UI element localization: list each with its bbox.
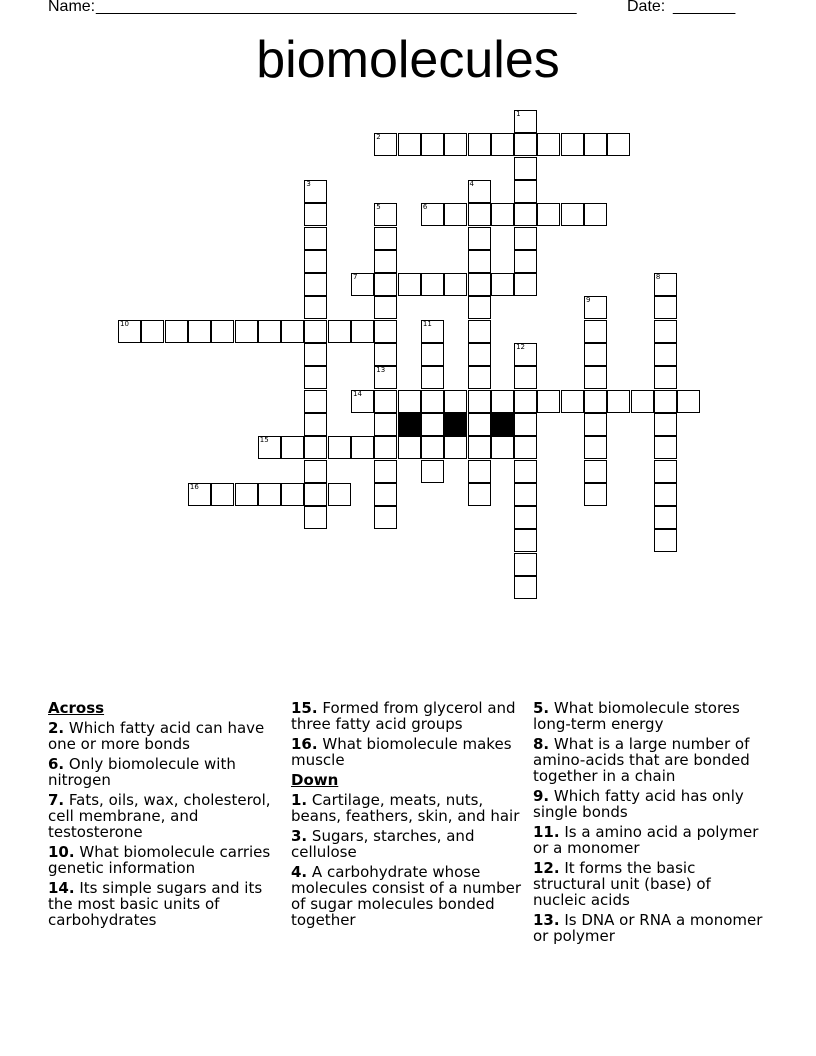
grid-cell[interactable] <box>374 250 397 273</box>
clue-text: Formed from glycerol and three fatty acid groups <box>291 699 516 733</box>
grid-cell[interactable] <box>514 157 537 180</box>
grid-cell[interactable] <box>421 460 444 483</box>
clue-text: Its simple sugars and its the most basic units of carbohydrates <box>48 879 263 929</box>
grid-cell[interactable] <box>514 343 537 366</box>
grid-cell[interactable] <box>468 413 491 436</box>
grid-cell[interactable] <box>304 506 327 529</box>
grid-cell[interactable] <box>235 320 258 343</box>
grid-cell[interactable] <box>421 320 444 343</box>
clue-number: 14. <box>48 879 75 897</box>
grid-cell[interactable] <box>468 227 491 250</box>
grid-cell[interactable] <box>235 483 258 506</box>
grid-cell[interactable] <box>421 413 444 436</box>
grid-cell[interactable] <box>398 273 421 296</box>
grid-cell[interactable] <box>654 343 677 366</box>
clue-across-2 <box>48 720 280 752</box>
clue-text: Cartilage, meats, nuts, beans, feathers, skin, and hair <box>291 791 520 825</box>
clue-number: 4. <box>291 863 308 881</box>
grid-cell[interactable] <box>514 576 537 599</box>
clue-number: 5. <box>533 699 550 717</box>
clue-down-8 <box>533 736 765 784</box>
grid-block <box>491 413 514 436</box>
grid-cell[interactable] <box>491 436 514 459</box>
grid-cell[interactable] <box>258 436 281 459</box>
grid-cell[interactable] <box>654 366 677 389</box>
grid-cell[interactable] <box>514 506 537 529</box>
clue-across-15 <box>291 700 523 732</box>
grid-cell[interactable] <box>281 483 304 506</box>
clue-number: 10. <box>48 843 75 861</box>
grid-cell[interactable] <box>654 529 677 552</box>
cell-number: 12 <box>516 343 526 351</box>
grid-cell[interactable] <box>398 436 421 459</box>
grid-cell[interactable] <box>468 296 491 319</box>
grid-cell[interactable] <box>421 390 444 413</box>
grid-cell[interactable] <box>304 483 327 506</box>
clue-across-14 <box>48 880 280 928</box>
cell-number: 5 <box>376 203 381 212</box>
clue-number: 11. <box>533 823 560 841</box>
grid-cell[interactable] <box>421 273 444 296</box>
grid-cell[interactable] <box>444 273 467 296</box>
cell-number: 15 <box>259 436 269 445</box>
cell-number: 3 <box>306 179 311 188</box>
grid-cell[interactable] <box>654 436 677 459</box>
grid-block <box>398 413 421 436</box>
clue-number: 12. <box>533 859 560 877</box>
grid-cell[interactable] <box>514 203 537 226</box>
grid-cell[interactable] <box>374 343 397 366</box>
cell-number: 11 <box>422 319 432 328</box>
grid-cell[interactable] <box>328 483 351 506</box>
clue-text: Is DNA or RNA a monomer or polymer <box>533 911 763 945</box>
grid-cell[interactable] <box>421 203 444 226</box>
clue-down-3 <box>291 828 523 860</box>
date-label: Date: <box>627 0 666 15</box>
grid-cell[interactable] <box>211 483 234 506</box>
grid-cell[interactable] <box>444 436 467 459</box>
clue-down-12 <box>533 860 765 908</box>
grid-cell[interactable] <box>537 390 560 413</box>
cell-number: 14 <box>353 389 362 398</box>
grid-cell[interactable] <box>304 436 327 459</box>
clue-text: What biomolecule makes muscle <box>291 735 512 769</box>
grid-cell[interactable] <box>654 273 677 296</box>
clue-text: What biomolecule carries genetic information <box>48 843 271 877</box>
clue-number: 3. <box>291 827 308 845</box>
clue-across-6 <box>48 756 280 788</box>
clue-text: Only biomolecule with nitrogen <box>48 755 236 789</box>
grid-cell[interactable] <box>514 250 537 273</box>
grid-cell[interactable] <box>537 203 560 226</box>
grid-cell[interactable] <box>398 133 421 156</box>
grid-cell[interactable] <box>188 320 211 343</box>
grid-cell[interactable] <box>374 366 397 389</box>
clue-across-10 <box>48 844 280 876</box>
grid-cell[interactable] <box>514 273 537 296</box>
grid-cell[interactable] <box>514 460 537 483</box>
grid-cell[interactable] <box>304 343 327 366</box>
grid-cell[interactable] <box>374 320 397 343</box>
grid-cell[interactable] <box>421 436 444 459</box>
grid-cell[interactable] <box>374 296 397 319</box>
grid-cell[interactable] <box>677 390 700 413</box>
grid-cell[interactable] <box>468 203 491 226</box>
clues-column-3 <box>533 700 765 948</box>
grid-cell[interactable] <box>304 250 327 273</box>
clue-number: 6. <box>48 755 65 773</box>
grid-cell[interactable] <box>165 320 188 343</box>
grid-cell[interactable] <box>374 413 397 436</box>
grid-cell[interactable] <box>514 413 537 436</box>
grid-cell[interactable] <box>468 320 491 343</box>
date-line[interactable]: _______ <box>673 0 736 15</box>
grid-cell[interactable] <box>491 203 514 226</box>
clue-number: 7. <box>48 791 65 809</box>
grid-cell[interactable] <box>304 296 327 319</box>
grid-cell[interactable] <box>514 483 537 506</box>
grid-cell[interactable] <box>468 343 491 366</box>
grid-cell[interactable] <box>561 390 584 413</box>
cell-number: 8 <box>655 273 661 282</box>
grid-cell[interactable] <box>351 320 374 343</box>
grid-cell[interactable] <box>514 133 537 156</box>
grid-cell[interactable] <box>328 436 351 459</box>
grid-cell[interactable] <box>304 203 327 226</box>
clue-number: 1. <box>291 791 308 809</box>
grid-cell[interactable] <box>607 133 630 156</box>
clue-text: What biomolecule stores long-term energy <box>533 699 740 733</box>
clue-down-5 <box>533 700 765 732</box>
clue-down-13 <box>533 912 765 944</box>
grid-cell[interactable] <box>398 390 421 413</box>
clue-down-9 <box>533 788 765 820</box>
clue-text: Fats, oils, wax, cholesterol, cell membrane, and testosterone <box>48 791 271 841</box>
grid-cell[interactable] <box>584 133 607 156</box>
grid-cell[interactable] <box>491 390 514 413</box>
grid-cell[interactable] <box>118 320 141 343</box>
cell-number: 4 <box>469 179 474 188</box>
grid-cell[interactable] <box>374 203 397 226</box>
clue-text: Is a amino acid a polymer or a monomer <box>533 823 759 857</box>
clue-text: Which fatty acid has only single bonds <box>533 787 744 821</box>
grid-cell[interactable] <box>654 390 677 413</box>
grid-cell[interactable] <box>444 203 467 226</box>
grid-cell[interactable] <box>281 320 304 343</box>
grid-cell[interactable] <box>258 320 281 343</box>
grid-cell[interactable] <box>584 203 607 226</box>
grid-cell[interactable] <box>374 273 397 296</box>
grid-cell[interactable] <box>304 180 327 203</box>
grid-cell[interactable] <box>514 529 537 552</box>
clue-number: 2. <box>48 719 65 737</box>
clue-text: A carbohydrate whose molecules consist of a number of sugar molecules bonded together <box>291 863 522 929</box>
grid-cell[interactable] <box>537 133 560 156</box>
grid-cell[interactable] <box>514 436 537 459</box>
grid-cell[interactable] <box>468 133 491 156</box>
clue-number: 9. <box>533 787 550 805</box>
grid-cell[interactable] <box>304 390 327 413</box>
grid-cell[interactable] <box>304 460 327 483</box>
grid-cell[interactable] <box>584 460 607 483</box>
cell-number: 1 <box>516 110 521 118</box>
grid-cell[interactable] <box>304 320 327 343</box>
grid-cell[interactable] <box>654 460 677 483</box>
grid-cell[interactable] <box>351 390 374 413</box>
clue-text: Sugars, starches, and cellulose <box>291 827 475 861</box>
grid-cell[interactable] <box>468 483 491 506</box>
grid-cell[interactable] <box>421 343 444 366</box>
grid-cell[interactable] <box>584 390 607 413</box>
grid-cell[interactable] <box>584 366 607 389</box>
cell-number: 6 <box>422 203 428 212</box>
grid-cell[interactable] <box>141 320 164 343</box>
grid-cell[interactable] <box>374 506 397 529</box>
grid-cell[interactable] <box>468 273 491 296</box>
cell-number: 13 <box>376 366 386 375</box>
clue-text: It forms the basic structural unit (base) of nucleic acids <box>533 859 711 909</box>
grid-cell[interactable] <box>351 436 374 459</box>
grid-cell[interactable] <box>654 413 677 436</box>
name-label: Name: <box>48 0 96 15</box>
cell-number: 7 <box>353 273 358 282</box>
cell-number: 10 <box>120 319 129 328</box>
clue-number: 8. <box>533 735 550 753</box>
page-title: biomolecules <box>256 31 560 89</box>
grid-cell[interactable] <box>654 320 677 343</box>
grid-cell[interactable] <box>514 366 537 389</box>
clue-text: What is a large number of amino-acids that are bonded together in a chain <box>533 735 750 785</box>
clue-down-4 <box>291 864 523 928</box>
grid-cell[interactable] <box>514 553 537 576</box>
grid-cell[interactable] <box>514 227 537 250</box>
grid-cell[interactable] <box>607 390 630 413</box>
grid-cell[interactable] <box>328 320 351 343</box>
grid-cell[interactable] <box>304 273 327 296</box>
grid-cell[interactable] <box>304 366 327 389</box>
down-heading: Down <box>291 771 339 789</box>
grid-cell[interactable] <box>561 133 584 156</box>
grid-cell[interactable] <box>304 227 327 250</box>
grid-cell[interactable] <box>584 320 607 343</box>
cell-number: 16 <box>189 482 199 491</box>
clues-column-1 <box>48 700 280 932</box>
grid-cell[interactable] <box>468 250 491 273</box>
grid-cell[interactable] <box>304 413 327 436</box>
grid-cell[interactable] <box>468 436 491 459</box>
grid-cell[interactable] <box>468 460 491 483</box>
clue-down-11 <box>533 824 765 856</box>
grid-cell[interactable] <box>584 296 607 319</box>
grid-cell[interactable] <box>188 483 211 506</box>
clue-across-7 <box>48 792 280 840</box>
grid-cell[interactable] <box>374 436 397 459</box>
grid-cell[interactable] <box>584 343 607 366</box>
clue-number: 16. <box>291 735 318 753</box>
clue-across-16 <box>291 736 523 768</box>
grid-cell[interactable] <box>374 390 397 413</box>
cell-number: 2 <box>376 133 381 142</box>
grid-cell[interactable] <box>374 460 397 483</box>
across-heading: Across <box>48 699 105 717</box>
grid-cell[interactable] <box>491 273 514 296</box>
grid-cell[interactable] <box>584 483 607 506</box>
grid-cell[interactable] <box>654 483 677 506</box>
grid-block <box>444 413 467 436</box>
grid-cell[interactable] <box>631 390 654 413</box>
grid-cell[interactable] <box>421 133 444 156</box>
grid-cell[interactable] <box>281 436 304 459</box>
grid-cell[interactable] <box>491 133 514 156</box>
grid-cell[interactable] <box>468 390 491 413</box>
grid-cell[interactable] <box>421 366 444 389</box>
grid-cell[interactable] <box>514 110 537 133</box>
grid-cell[interactable] <box>258 483 281 506</box>
grid-cell[interactable] <box>654 296 677 319</box>
grid-cell[interactable] <box>584 436 607 459</box>
grid-cell[interactable] <box>374 133 397 156</box>
grid-cell[interactable] <box>374 227 397 250</box>
grid-cell[interactable] <box>468 366 491 389</box>
grid-cell[interactable] <box>584 413 607 436</box>
grid-cell[interactable] <box>514 390 537 413</box>
clue-down-1 <box>291 792 523 824</box>
grid-cell[interactable] <box>374 483 397 506</box>
grid-cell[interactable] <box>654 506 677 529</box>
grid-cell[interactable] <box>444 133 467 156</box>
grid-cell[interactable] <box>468 180 491 203</box>
clue-text: Which fatty acid can have one or more bonds <box>48 719 265 753</box>
grid-cell[interactable] <box>514 180 537 203</box>
grid-cell[interactable] <box>561 203 584 226</box>
name-line[interactable]: ______________________________________________________ <box>96 0 577 15</box>
clues-column-2 <box>291 700 523 932</box>
cell-number: 9 <box>586 296 591 305</box>
clue-number: 13. <box>533 911 560 929</box>
grid-cell[interactable] <box>444 390 467 413</box>
clue-number: 15. <box>291 699 318 717</box>
grid-cell[interactable] <box>211 320 234 343</box>
grid-cell[interactable] <box>351 273 374 296</box>
